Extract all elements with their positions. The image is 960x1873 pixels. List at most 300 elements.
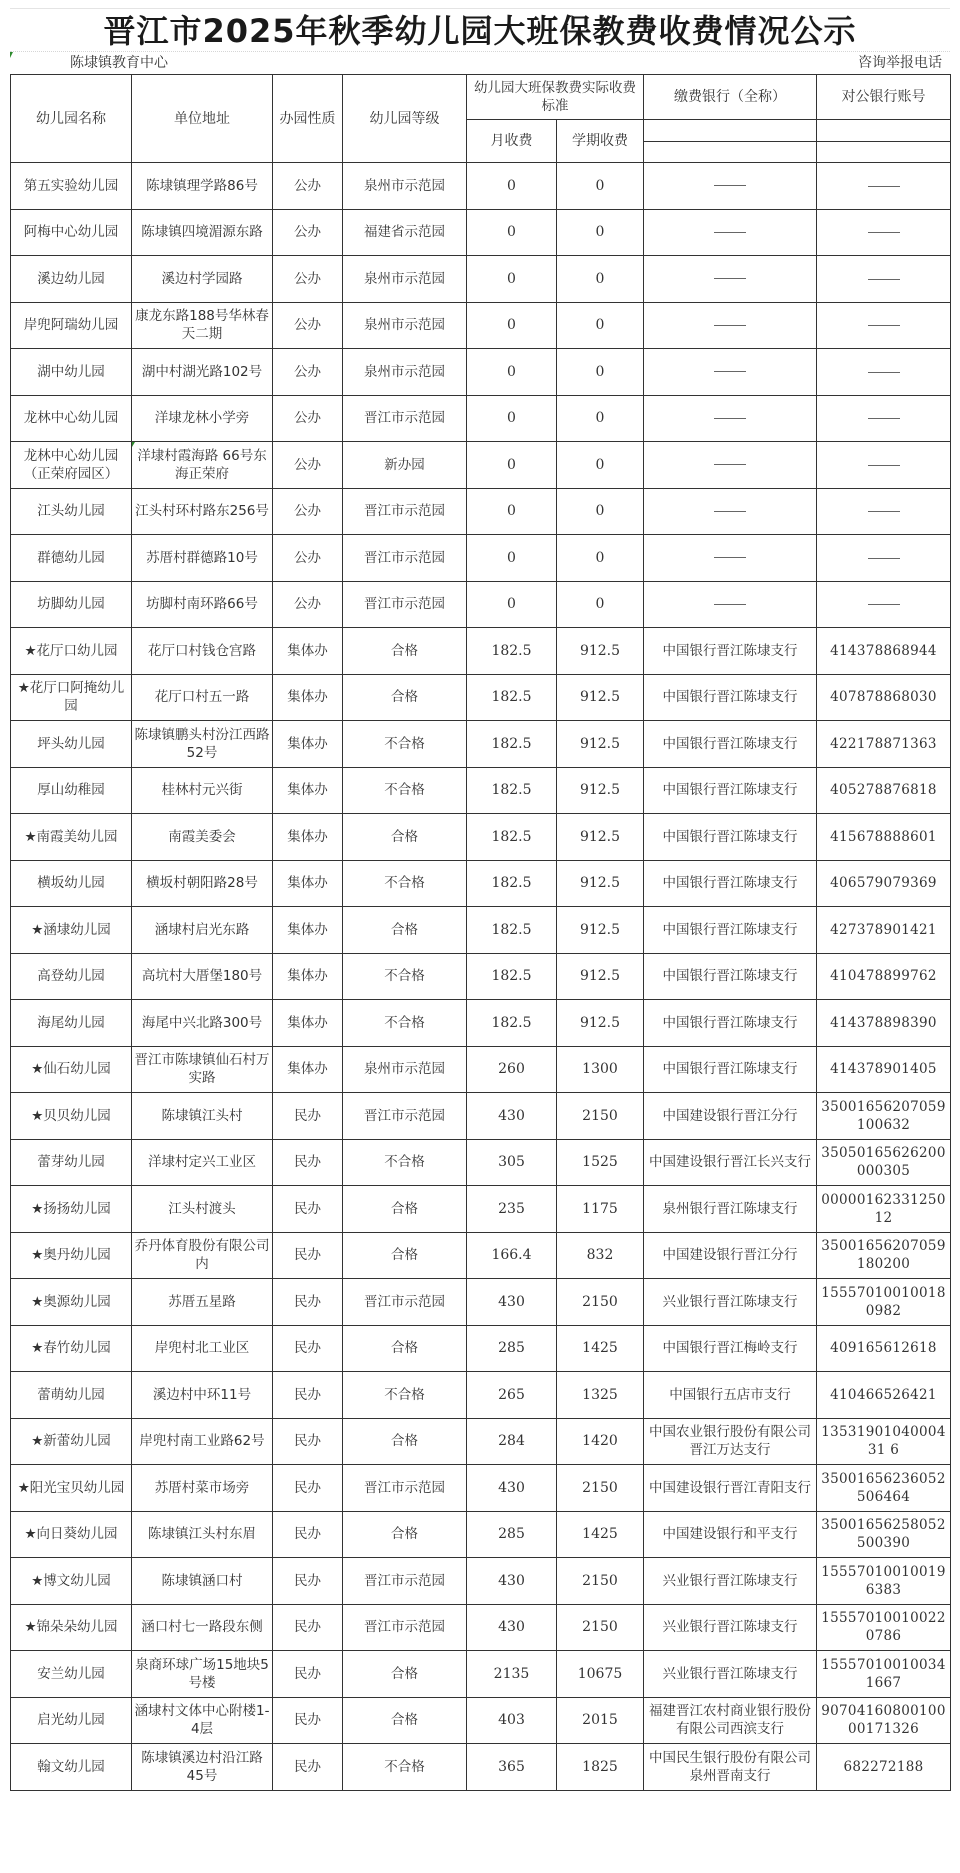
monthly-fee-cell: 0 [467, 349, 557, 396]
term-fee-cell: 912.5 [557, 628, 644, 675]
address-cell: 康龙东路188号华林春天二期 [132, 302, 273, 349]
ownership-type-cell: 公办 [273, 395, 343, 442]
term-fee-cell: 1825 [557, 1744, 644, 1791]
kindergarten-name-cell: ★贝贝幼儿园 [11, 1093, 132, 1140]
address-cell: 横坂村朝阳路28号 [132, 860, 273, 907]
payment-bank-cell: 中国银行晋江陈埭支行 [644, 628, 817, 675]
kindergarten-name-cell: ★春竹幼儿园 [11, 1325, 132, 1372]
dash-placeholder [868, 232, 900, 233]
term-fee-cell: 1420 [557, 1418, 644, 1465]
kindergarten-name-cell: 岸兜阿瑞幼儿园 [11, 302, 132, 349]
monthly-fee-cell: 182.5 [467, 860, 557, 907]
table-row [11, 488, 951, 535]
payment-bank-cell [644, 209, 817, 256]
grade-level-cell: 泉州市示范园 [343, 163, 467, 210]
ownership-type-cell: 民办 [273, 1651, 343, 1698]
table-row [11, 1372, 951, 1419]
payment-bank-cell: 中国建设银行晋江分行 [644, 1232, 817, 1279]
grade-level-cell: 合格 [343, 674, 467, 721]
header-bank-blank-2 [644, 142, 817, 163]
address-cell: 陈埭镇江头村东眉 [132, 1511, 273, 1558]
term-fee-cell: 912.5 [557, 1000, 644, 1047]
kindergarten-name-cell: ★奥源幼儿园 [11, 1279, 132, 1326]
grade-level-cell: 合格 [343, 814, 467, 861]
address-cell: 坊脚村南环路66号 [132, 581, 273, 628]
monthly-fee-cell: 305 [467, 1139, 557, 1186]
address-cell: 陈埭镇四境湄源东路 [132, 209, 273, 256]
address-cell: 桂林村元兴街 [132, 767, 273, 814]
grade-level-cell: 晋江市示范园 [343, 1604, 467, 1651]
ownership-type-cell: 集体办 [273, 907, 343, 954]
monthly-fee-cell: 0 [467, 256, 557, 303]
grade-level-cell: 合格 [343, 1186, 467, 1233]
grade-level-cell: 不合格 [343, 1372, 467, 1419]
payment-bank-cell: 中国银行晋江陈埭支行 [644, 767, 817, 814]
term-fee-cell: 0 [557, 209, 644, 256]
ownership-type-cell: 公办 [273, 163, 343, 210]
ownership-type-cell: 民办 [273, 1558, 343, 1605]
monthly-fee-cell: 182.5 [467, 907, 557, 954]
table-row [11, 721, 951, 768]
ownership-type-cell: 集体办 [273, 1000, 343, 1047]
table-row [11, 1465, 951, 1512]
kindergarten-name-cell: ★向日葵幼儿园 [11, 1511, 132, 1558]
header-monthly: 月收费 [467, 120, 557, 163]
ownership-type-cell: 民办 [273, 1186, 343, 1233]
bank-account-cell: 155570100100180982 [817, 1279, 951, 1326]
table-row [11, 1744, 951, 1791]
kindergarten-name-cell: 厚山幼稚园 [11, 767, 132, 814]
kindergarten-name-cell: ★扬扬幼儿园 [11, 1186, 132, 1233]
payment-bank-cell [644, 256, 817, 303]
payment-bank-cell: 福建晋江农村商业银行股份有限公司西滨支行 [644, 1697, 817, 1744]
bank-account-cell: 35001656207059100632 [817, 1093, 951, 1140]
grade-level-cell: 不合格 [343, 953, 467, 1000]
dash-placeholder [868, 418, 900, 419]
address-cell: 陈埭镇理学路86号 [132, 163, 273, 210]
bank-account-cell: 682272188 [817, 1744, 951, 1791]
kindergarten-name-cell: 群德幼儿园 [11, 535, 132, 582]
payment-bank-cell [644, 395, 817, 442]
bank-account-cell: 35050165626200000305 [817, 1139, 951, 1186]
term-fee-cell: 0 [557, 581, 644, 628]
payment-bank-cell [644, 349, 817, 396]
bank-account-cell [817, 209, 951, 256]
address-cell: 涵口村七一路段东侧 [132, 1604, 273, 1651]
address-cell: 花厅口村五一路 [132, 674, 273, 721]
payment-bank-cell: 泉州银行晋江陈埭支行 [644, 1186, 817, 1233]
grade-level-cell: 泉州市示范园 [343, 256, 467, 303]
kindergarten-name-cell: 阿梅中心幼儿园 [11, 209, 132, 256]
grade-level-cell: 晋江市示范园 [343, 488, 467, 535]
kindergarten-name-cell: 海尾幼儿园 [11, 1000, 132, 1047]
payment-bank-cell: 兴业银行晋江陈埭支行 [644, 1279, 817, 1326]
payment-bank-cell: 兴业银行晋江陈埭支行 [644, 1558, 817, 1605]
ownership-type-cell: 民办 [273, 1372, 343, 1419]
term-fee-cell: 912.5 [557, 674, 644, 721]
address-cell: 苏厝村群德路10号 [132, 535, 273, 582]
header-level: 幼儿园等级 [343, 75, 467, 163]
term-fee-cell: 2150 [557, 1558, 644, 1605]
term-fee-cell: 0 [557, 302, 644, 349]
monthly-fee-cell: 284 [467, 1418, 557, 1465]
ownership-type-cell: 公办 [273, 302, 343, 349]
monthly-fee-cell: 0 [467, 209, 557, 256]
ownership-type-cell: 民办 [273, 1465, 343, 1512]
bank-account-cell: 414378901405 [817, 1046, 951, 1093]
address-cell: 苏厝村菜市场旁 [132, 1465, 273, 1512]
term-fee-cell: 912.5 [557, 721, 644, 768]
grade-level-cell: 新办园 [343, 442, 467, 489]
dash-placeholder [868, 465, 900, 466]
kindergarten-name-cell: 湖中幼儿园 [11, 349, 132, 396]
monthly-fee-cell: 0 [467, 163, 557, 210]
monthly-fee-cell: 182.5 [467, 814, 557, 861]
payment-bank-cell: 中国银行五店市支行 [644, 1372, 817, 1419]
kindergarten-name-cell: 坊脚幼儿园 [11, 581, 132, 628]
monthly-fee-cell: 182.5 [467, 628, 557, 675]
header-bank-blank-1 [644, 120, 817, 142]
dash-placeholder [714, 278, 746, 279]
monthly-fee-cell: 430 [467, 1093, 557, 1140]
bank-account-cell [817, 535, 951, 582]
term-fee-cell: 0 [557, 442, 644, 489]
table-row [11, 442, 951, 489]
grade-level-cell: 合格 [343, 1418, 467, 1465]
payment-bank-cell: 中国银行晋江陈埭支行 [644, 1046, 817, 1093]
address-cell: 江头村环村路东256号 [132, 488, 273, 535]
ownership-type-cell: 公办 [273, 209, 343, 256]
table-row [11, 256, 951, 303]
ownership-type-cell: 民办 [273, 1418, 343, 1465]
table-row [11, 1046, 951, 1093]
table-row [11, 1232, 951, 1279]
table-row [11, 302, 951, 349]
grade-level-cell: 不合格 [343, 1000, 467, 1047]
grade-level-cell: 泉州市示范园 [343, 349, 467, 396]
term-fee-cell: 0 [557, 256, 644, 303]
bank-account-cell [817, 488, 951, 535]
ownership-type-cell: 集体办 [273, 767, 343, 814]
monthly-fee-cell: 182.5 [467, 721, 557, 768]
address-cell: 陈埭镇涵口村 [132, 1558, 273, 1605]
monthly-fee-cell: 2135 [467, 1651, 557, 1698]
address-cell: 洋埭龙林小学旁 [132, 395, 273, 442]
table-row [11, 860, 951, 907]
term-fee-cell: 1525 [557, 1139, 644, 1186]
payment-bank-cell: 中国银行晋江梅岭支行 [644, 1325, 817, 1372]
table-row [11, 209, 951, 256]
ownership-type-cell: 民办 [273, 1511, 343, 1558]
monthly-fee-cell: 0 [467, 395, 557, 442]
header-account-blank-1 [817, 120, 951, 142]
kindergarten-name-cell: 高登幼儿园 [11, 953, 132, 1000]
ownership-type-cell: 公办 [273, 581, 343, 628]
table-row [11, 535, 951, 582]
grade-level-cell: 泉州市示范园 [343, 302, 467, 349]
address-cell: 岸兜村南工业路62号 [132, 1418, 273, 1465]
grade-level-cell: 合格 [343, 1325, 467, 1372]
kindergarten-name-cell: 龙林中心幼儿园（正荣府园区） [11, 442, 132, 489]
bank-account-cell: 407878868030 [817, 674, 951, 721]
bank-account-cell: 155570100100220786 [817, 1604, 951, 1651]
term-fee-cell: 912.5 [557, 860, 644, 907]
monthly-fee-cell: 430 [467, 1465, 557, 1512]
payment-bank-cell: 中国建设银行晋江长兴支行 [644, 1139, 817, 1186]
kindergarten-name-cell: ★花厅口幼儿园 [11, 628, 132, 675]
kindergarten-name-cell: 蕾萌幼儿园 [11, 1372, 132, 1419]
grade-level-cell: 不合格 [343, 721, 467, 768]
grade-level-cell: 不合格 [343, 1139, 467, 1186]
monthly-fee-cell: 182.5 [467, 953, 557, 1000]
bank-account-cell: 1353190104000431 6 [817, 1418, 951, 1465]
address-cell: 苏厝五星路 [132, 1279, 273, 1326]
grade-level-cell: 泉州市示范园 [343, 1046, 467, 1093]
term-fee-cell: 10675 [557, 1651, 644, 1698]
bank-account-cell: 155570100100196383 [817, 1558, 951, 1605]
term-fee-cell: 2150 [557, 1279, 644, 1326]
term-fee-cell: 2015 [557, 1697, 644, 1744]
bank-account-cell: 35001656258052500390 [817, 1511, 951, 1558]
monthly-fee-cell: 365 [467, 1744, 557, 1791]
header-address: 单位地址 [132, 75, 273, 163]
address-cell: 江头村渡头 [132, 1186, 273, 1233]
kindergarten-name-cell: 溪边幼儿园 [11, 256, 132, 303]
payment-bank-cell: 中国银行晋江陈埭支行 [644, 907, 817, 954]
dash-placeholder [714, 325, 746, 326]
bank-account-cell: 0000016233125012 [817, 1186, 951, 1233]
dash-placeholder [868, 325, 900, 326]
ownership-type-cell: 公办 [273, 349, 343, 396]
address-cell: 花厅口村钱仓宫路 [132, 628, 273, 675]
bank-account-cell: 405278876818 [817, 767, 951, 814]
ownership-type-cell: 民办 [273, 1697, 343, 1744]
address-cell: 陈埭镇溪边村沿江路45号 [132, 1744, 273, 1791]
table-row [11, 814, 951, 861]
address-cell: 高坑村大厝堡180号 [132, 953, 273, 1000]
dash-placeholder [714, 371, 746, 372]
ownership-type-cell: 公办 [273, 535, 343, 582]
grade-level-cell: 合格 [343, 1697, 467, 1744]
kindergarten-name-cell: 江头幼儿园 [11, 488, 132, 535]
monthly-fee-cell: 403 [467, 1697, 557, 1744]
dash-placeholder [714, 232, 746, 233]
kindergarten-name-cell: ★锦朵朵幼儿园 [11, 1604, 132, 1651]
kindergarten-name-cell: 第五实验幼儿园 [11, 163, 132, 210]
bank-account-cell: 410478899762 [817, 953, 951, 1000]
grade-level-cell: 晋江市示范园 [343, 1558, 467, 1605]
monthly-fee-cell: 430 [467, 1279, 557, 1326]
table-row [11, 163, 951, 210]
issuer-label: 陈埭镇教育中心 [70, 55, 168, 71]
dash-placeholder [868, 604, 900, 605]
kindergarten-name-cell: ★花厅口阿掩幼儿园 [11, 674, 132, 721]
table-row [11, 1279, 951, 1326]
bank-account-cell [817, 442, 951, 489]
payment-bank-cell: 兴业银行晋江陈埭支行 [644, 1604, 817, 1651]
grade-level-cell: 不合格 [343, 860, 467, 907]
grade-level-cell: 晋江市示范园 [343, 395, 467, 442]
monthly-fee-cell: 182.5 [467, 1000, 557, 1047]
header-account-blank-2 [817, 142, 951, 163]
payment-bank-cell: 中国农业银行股份有限公司晋江万达支行 [644, 1418, 817, 1465]
payment-bank-cell [644, 302, 817, 349]
kindergarten-name-cell: ★新蕾幼儿园 [11, 1418, 132, 1465]
kindergarten-name-cell: 坪头幼儿园 [11, 721, 132, 768]
address-cell: 湖中村湖光路102号 [132, 349, 273, 396]
address-cell: 洋埭村霞海路 66号东海正荣府 [132, 442, 273, 489]
address-cell: 岸兜村北工业区 [132, 1325, 273, 1372]
bank-account-cell: 427378901421 [817, 907, 951, 954]
header-bank: 缴费银行（全称） [644, 75, 817, 120]
term-fee-cell: 1425 [557, 1511, 644, 1558]
bank-account-cell [817, 349, 951, 396]
grade-level-cell: 晋江市示范园 [343, 1093, 467, 1140]
fee-table [10, 74, 951, 1791]
monthly-fee-cell: 285 [467, 1325, 557, 1372]
dash-placeholder [714, 511, 746, 512]
monthly-fee-cell: 0 [467, 535, 557, 582]
dash-placeholder [714, 557, 746, 558]
bank-account-cell [817, 395, 951, 442]
term-fee-cell: 1425 [557, 1325, 644, 1372]
grade-level-cell: 晋江市示范园 [343, 581, 467, 628]
ownership-type-cell: 集体办 [273, 628, 343, 675]
address-cell: 洋埭村定兴工业区 [132, 1139, 273, 1186]
term-fee-cell: 0 [557, 535, 644, 582]
payment-bank-cell [644, 535, 817, 582]
payment-bank-cell: 中国银行晋江陈埭支行 [644, 721, 817, 768]
grade-level-cell: 不合格 [343, 1744, 467, 1791]
address-cell: 晋江市陈埭镇仙石村万实路 [132, 1046, 273, 1093]
term-fee-cell: 832 [557, 1232, 644, 1279]
address-cell: 溪边村中环11号 [132, 1372, 273, 1419]
dash-placeholder [714, 418, 746, 419]
monthly-fee-cell: 430 [467, 1558, 557, 1605]
monthly-fee-cell: 0 [467, 442, 557, 489]
kindergarten-name-cell: 安兰幼儿园 [11, 1651, 132, 1698]
ownership-type-cell: 民办 [273, 1232, 343, 1279]
table-row [11, 953, 951, 1000]
table-header [11, 75, 951, 163]
bank-account-cell: 422178871363 [817, 721, 951, 768]
ownership-type-cell: 集体办 [273, 721, 343, 768]
grade-level-cell: 不合格 [343, 767, 467, 814]
term-fee-cell: 2150 [557, 1093, 644, 1140]
kindergarten-name-cell: ★涵埭幼儿园 [11, 907, 132, 954]
address-cell: 涵埭村启光东路 [132, 907, 273, 954]
ownership-type-cell: 公办 [273, 442, 343, 489]
header-type: 办园性质 [273, 75, 343, 163]
table-row [11, 1186, 951, 1233]
term-fee-cell: 1175 [557, 1186, 644, 1233]
table-row [11, 1000, 951, 1047]
table-row [11, 767, 951, 814]
payment-bank-cell: 中国银行晋江陈埭支行 [644, 953, 817, 1000]
grade-level-cell: 合格 [343, 1511, 467, 1558]
monthly-fee-cell: 0 [467, 302, 557, 349]
term-fee-cell: 2150 [557, 1604, 644, 1651]
hotline-label: 咨询举报电话 [858, 55, 942, 71]
table-row [11, 395, 951, 442]
ownership-type-cell: 公办 [273, 256, 343, 303]
term-fee-cell: 0 [557, 488, 644, 535]
kindergarten-name-cell: ★南霞美幼儿园 [11, 814, 132, 861]
payment-bank-cell: 中国银行晋江陈埭支行 [644, 814, 817, 861]
dash-placeholder [868, 558, 900, 559]
payment-bank-cell: 中国建设银行晋江分行 [644, 1093, 817, 1140]
table-row [11, 1093, 951, 1140]
ownership-type-cell: 集体办 [273, 814, 343, 861]
address-cell: 海尾中兴北路300号 [132, 1000, 273, 1047]
table-row [11, 1139, 951, 1186]
ownership-type-cell: 集体办 [273, 1046, 343, 1093]
grade-level-cell: 合格 [343, 628, 467, 675]
dash-placeholder [868, 511, 900, 512]
payment-bank-cell: 中国民生银行股份有限公司泉州晋南支行 [644, 1744, 817, 1791]
table-row [11, 1558, 951, 1605]
table-row [11, 1604, 951, 1651]
ownership-type-cell: 公办 [273, 488, 343, 535]
header-fee-group: 幼儿园大班保教费实际收费标准 [467, 75, 644, 120]
bank-account-cell [817, 256, 951, 303]
table-row [11, 349, 951, 396]
monthly-fee-cell: 260 [467, 1046, 557, 1093]
payment-bank-cell [644, 163, 817, 210]
payment-bank-cell: 中国银行晋江陈埭支行 [644, 1000, 817, 1047]
payment-bank-cell [644, 488, 817, 535]
ownership-type-cell: 集体办 [273, 860, 343, 907]
address-cell: 涵埭村文体中心附楼1-4层 [132, 1697, 273, 1744]
dash-placeholder [868, 372, 900, 373]
payment-bank-cell: 中国建设银行晋江青阳支行 [644, 1465, 817, 1512]
bank-account-cell: 410466526421 [817, 1372, 951, 1419]
bank-account-cell: 406579079369 [817, 860, 951, 907]
grade-level-cell: 合格 [343, 907, 467, 954]
term-fee-cell: 1325 [557, 1372, 644, 1419]
term-fee-cell: 912.5 [557, 907, 644, 954]
monthly-fee-cell: 166.4 [467, 1232, 557, 1279]
payment-bank-cell: 中国建设银行和平支行 [644, 1511, 817, 1558]
header-account: 对公银行账号 [817, 75, 951, 120]
ownership-type-cell: 民办 [273, 1093, 343, 1140]
term-fee-cell: 1300 [557, 1046, 644, 1093]
kindergarten-name-cell: 龙林中心幼儿园 [11, 395, 132, 442]
kindergarten-name-cell: 启光幼儿园 [11, 1697, 132, 1744]
term-fee-cell: 2150 [557, 1465, 644, 1512]
table-row [11, 1697, 951, 1744]
table-row [11, 628, 951, 675]
bank-account-cell: 9070416080010000171326 [817, 1697, 951, 1744]
address-cell: 泉商环球广场15地块5号楼 [132, 1651, 273, 1698]
kindergarten-name-cell: ★仙石幼儿园 [11, 1046, 132, 1093]
payment-bank-cell: 兴业银行晋江陈埭支行 [644, 1651, 817, 1698]
table-row [11, 1511, 951, 1558]
bank-account-cell [817, 302, 951, 349]
dash-placeholder [714, 185, 746, 186]
dash-placeholder [714, 464, 746, 465]
bank-account-cell: 414378868944 [817, 628, 951, 675]
kindergarten-name-cell: ★阳光宝贝幼儿园 [11, 1465, 132, 1512]
table-row [11, 1651, 951, 1698]
bank-account-cell [817, 163, 951, 210]
grade-level-cell: 合格 [343, 1651, 467, 1698]
address-cell: 溪边村学园路 [132, 256, 273, 303]
bank-account-cell: 35001656207059180200 [817, 1232, 951, 1279]
address-cell: 陈埭镇鹏头村汾江西路52号 [132, 721, 273, 768]
term-fee-cell: 0 [557, 395, 644, 442]
grade-level-cell: 合格 [343, 1232, 467, 1279]
